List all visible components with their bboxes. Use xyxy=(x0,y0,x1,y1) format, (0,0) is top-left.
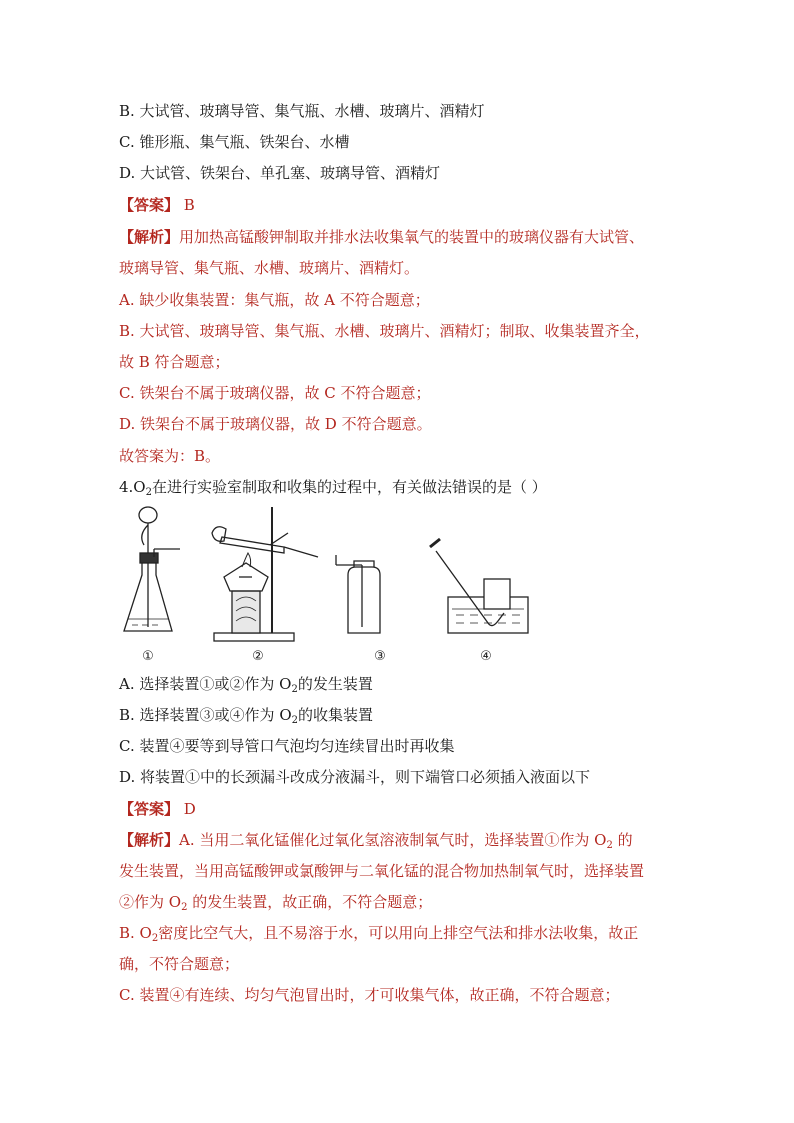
q4-analysis-b-tail: 密度比空气大，且不易溶于水，可以用向上排空气法和排水法收集，故正 xyxy=(158,924,639,942)
q4-answer-line xyxy=(119,798,679,820)
q4-option-c: C. 装置④要等到导管口气泡均匀连续冒出时再收集 xyxy=(119,737,455,755)
option-b: B. 大试管、玻璃导管、集气瓶、水槽、玻璃片、酒精灯 xyxy=(119,102,485,120)
figure-label-4: ④ xyxy=(480,649,492,664)
analysis-tag: 【解析】 xyxy=(119,228,180,246)
apparatus-3-gas-bottle xyxy=(336,555,380,633)
q4-analysis-tag: 【解析】 xyxy=(119,831,180,849)
explanation-d: D. 铁架台不属于玻璃仪器，故 D 不符合题意。 xyxy=(119,415,432,433)
q4-option-a-text: A. 选择装置①或②作为 O xyxy=(119,675,292,693)
q4-option-b-sub: 2 xyxy=(291,715,299,726)
q4-analysis-a-sub: 2 xyxy=(606,840,613,851)
q4-analysis-a-tail: 的 xyxy=(612,831,633,849)
q4-option-a-sub: 2 xyxy=(291,684,298,695)
q4-analysis-b-text: B. O xyxy=(119,924,152,942)
option-d: D. 大试管、铁架台、单孔塞、玻璃导管、酒精灯 xyxy=(119,164,441,182)
apparatus-figure xyxy=(112,505,542,665)
q4-option-a-tail: 的发生装置 xyxy=(297,675,373,693)
q4-analysis-b-2: 确，不符合题意； xyxy=(119,955,240,973)
explanation-b-2: 故 B 符合题意； xyxy=(119,353,230,371)
option-c: C. 锥形瓶、集气瓶、铁架台、水槽 xyxy=(119,133,350,151)
q4-answer-tag: 【答案】 xyxy=(119,800,180,818)
q4-option-d: D. 将装置①中的长颈漏斗改成分液漏斗，则下端管口必须插入液面以下 xyxy=(119,768,591,786)
q4-analysis-a-text: A. 当用二氧化锰催化过氧化氢溶液制氧气时，选择装置①作为 O xyxy=(179,831,607,849)
answer-value: B xyxy=(179,196,195,214)
answer-line xyxy=(119,194,679,216)
figure-label-2: ② xyxy=(252,649,264,664)
q4-option-b-text: B. 选择装置③或④作为 O xyxy=(119,706,292,724)
explanation-c: C. 铁架台不属于玻璃仪器，故 C 不符合题意； xyxy=(119,384,431,402)
explanation-a: A. 缺少收集装置：集气瓶，故 A 不符合题意； xyxy=(119,291,430,309)
question-4-stem xyxy=(119,476,679,498)
apparatus-4-water-trough xyxy=(430,539,528,633)
explanation-b-1: B. 大试管、玻璃导管、集气瓶、水槽、玻璃片、酒精灯；制取、收集装置齐全， xyxy=(119,322,650,340)
stem-prefix: 4.O xyxy=(119,478,146,496)
analysis-text: 用加热高锰酸钾制取并排水法收集氧气的装置中的玻璃仪器有大试管、 xyxy=(179,228,645,246)
stem-subscript: 2 xyxy=(145,487,152,498)
q4-analysis-c: C. 装置④有连续、均匀气泡冒出时，才可收集气体，故正确，不符合题意； xyxy=(119,986,620,1004)
q4-option-a xyxy=(119,673,679,695)
q4-option-b xyxy=(119,704,679,726)
q4-analysis-a-3 xyxy=(119,891,679,913)
figure-label-1: ① xyxy=(142,649,154,664)
stem-text: 在进行实验室制取和收集的过程中，有关做法错误的是（ ） xyxy=(151,478,547,496)
q4-analysis-a3-text: ②作为 O xyxy=(119,893,182,911)
analysis-line-2: 玻璃导管、集气瓶、水槽、玻璃片、酒精灯。 xyxy=(119,259,420,277)
q4-analysis-b-sub: 2 xyxy=(151,933,159,944)
q4-analysis-a-2: 发生装置，当用高锰酸钾或氯酸钾与二氧化锰的混合物加热制氧气时，选择装置 xyxy=(119,862,645,880)
q4-analysis-a3-sub: 2 xyxy=(181,902,188,913)
q4-answer-value: D xyxy=(179,800,196,818)
final-answer: 故答案为：B。 xyxy=(119,447,221,465)
q4-analysis-a-1 xyxy=(119,829,679,851)
answer-tag: 【答案】 xyxy=(119,196,180,214)
q4-analysis-a3-tail: 的发生装置，故正确，不符合题意； xyxy=(187,893,433,911)
figure-label-3: ③ xyxy=(374,649,386,664)
q4-option-b-tail: 的收集装置 xyxy=(298,706,374,724)
analysis-line-1 xyxy=(119,226,679,248)
apparatus-1-conical-flask xyxy=(124,507,180,631)
apparatus-2-heating-setup xyxy=(212,507,318,641)
q4-analysis-b-1 xyxy=(119,922,679,944)
